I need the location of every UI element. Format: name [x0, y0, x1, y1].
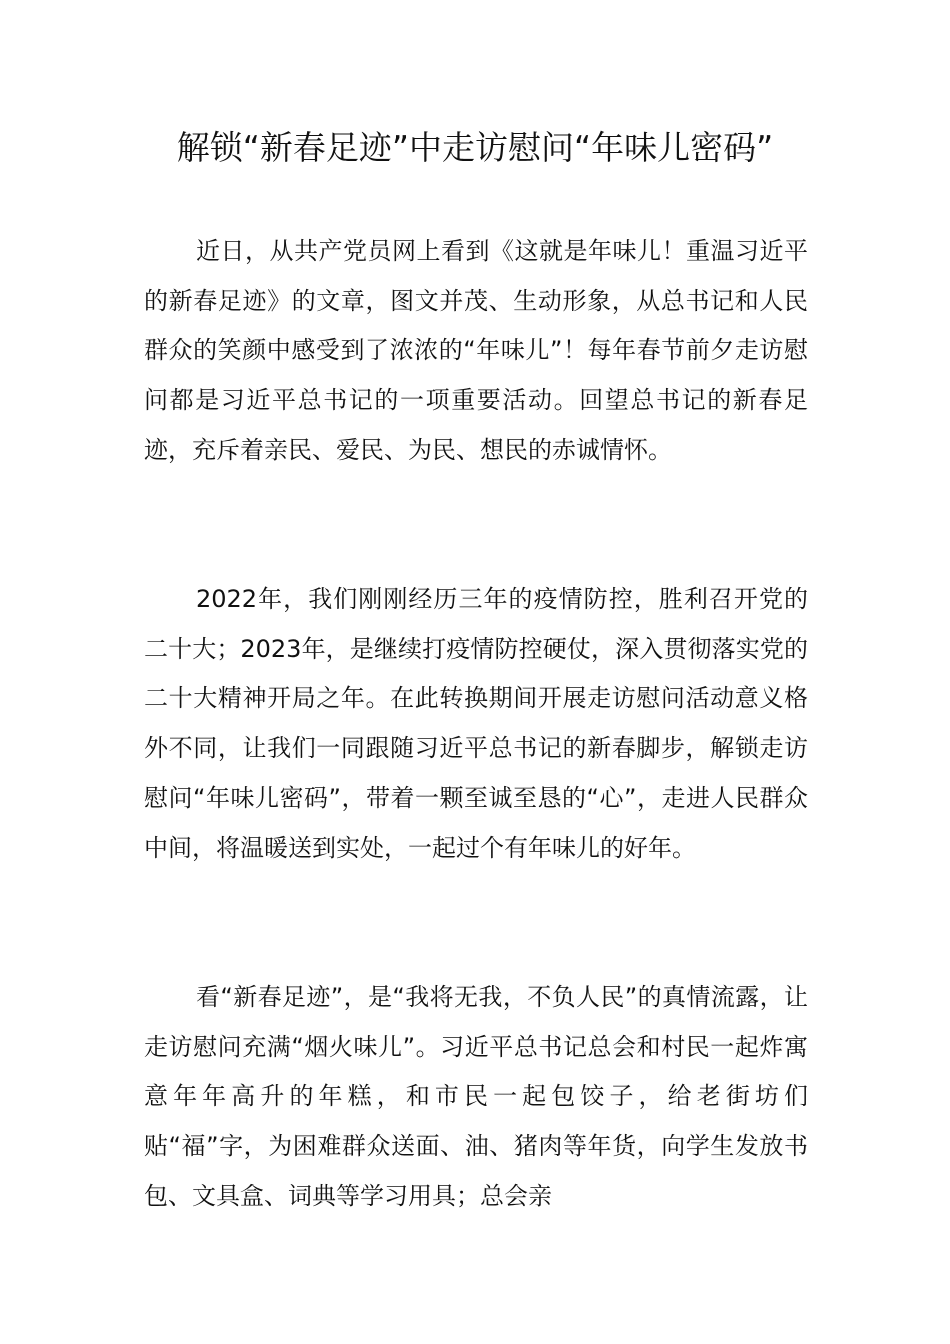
paragraph-2: 2022年，我们刚刚经历三年的疫情防控，胜利召开党的二十大；2023年，是继续打疫情防控硬仗，深入贯彻落实党的二十大精神开局之年。在此转换期间开展走访慰问活动意义格外不同，让我们一同跟随习近平总书记的新春脚步，解锁走访慰问“年味儿密码”，带着一颗至诚至恳的“心”，走进人民群众中间，将温暖送到实处，一起过个有年味儿的好年。 [144, 585, 808, 862]
paragraph-3: 看“新春足迹”，是“我将无我，不负人民”的真情流露，让走访慰问充满“烟火味儿”。习近平总书记总会和村民一起炸寓意年年高升的年糕，和市民一起包饺子，给老街坊们贴“福”字，为困难群众送面、油、猪肉等年货，向学生发放书包、文具盒、词典等学习用具；总会亲 [144, 983, 808, 1210]
paragraph-1: 近日，从共产党员网上看到《这就是年味儿！重温习近平的新春足迹》的文章，图文并茂、生动形象，从总书记和人民群众的笑颜中感受到了浓浓的“年味儿”！每年春节前夕走访慰问都是习近平总书记的一项重要活动。回望总书记的新春足迹，充斥着亲民、爱民、为民、想民的赤诚情怀。 [144, 237, 808, 464]
document-title: 解锁“新春足迹”中走访慰问“年味儿密码” [176, 128, 774, 167]
